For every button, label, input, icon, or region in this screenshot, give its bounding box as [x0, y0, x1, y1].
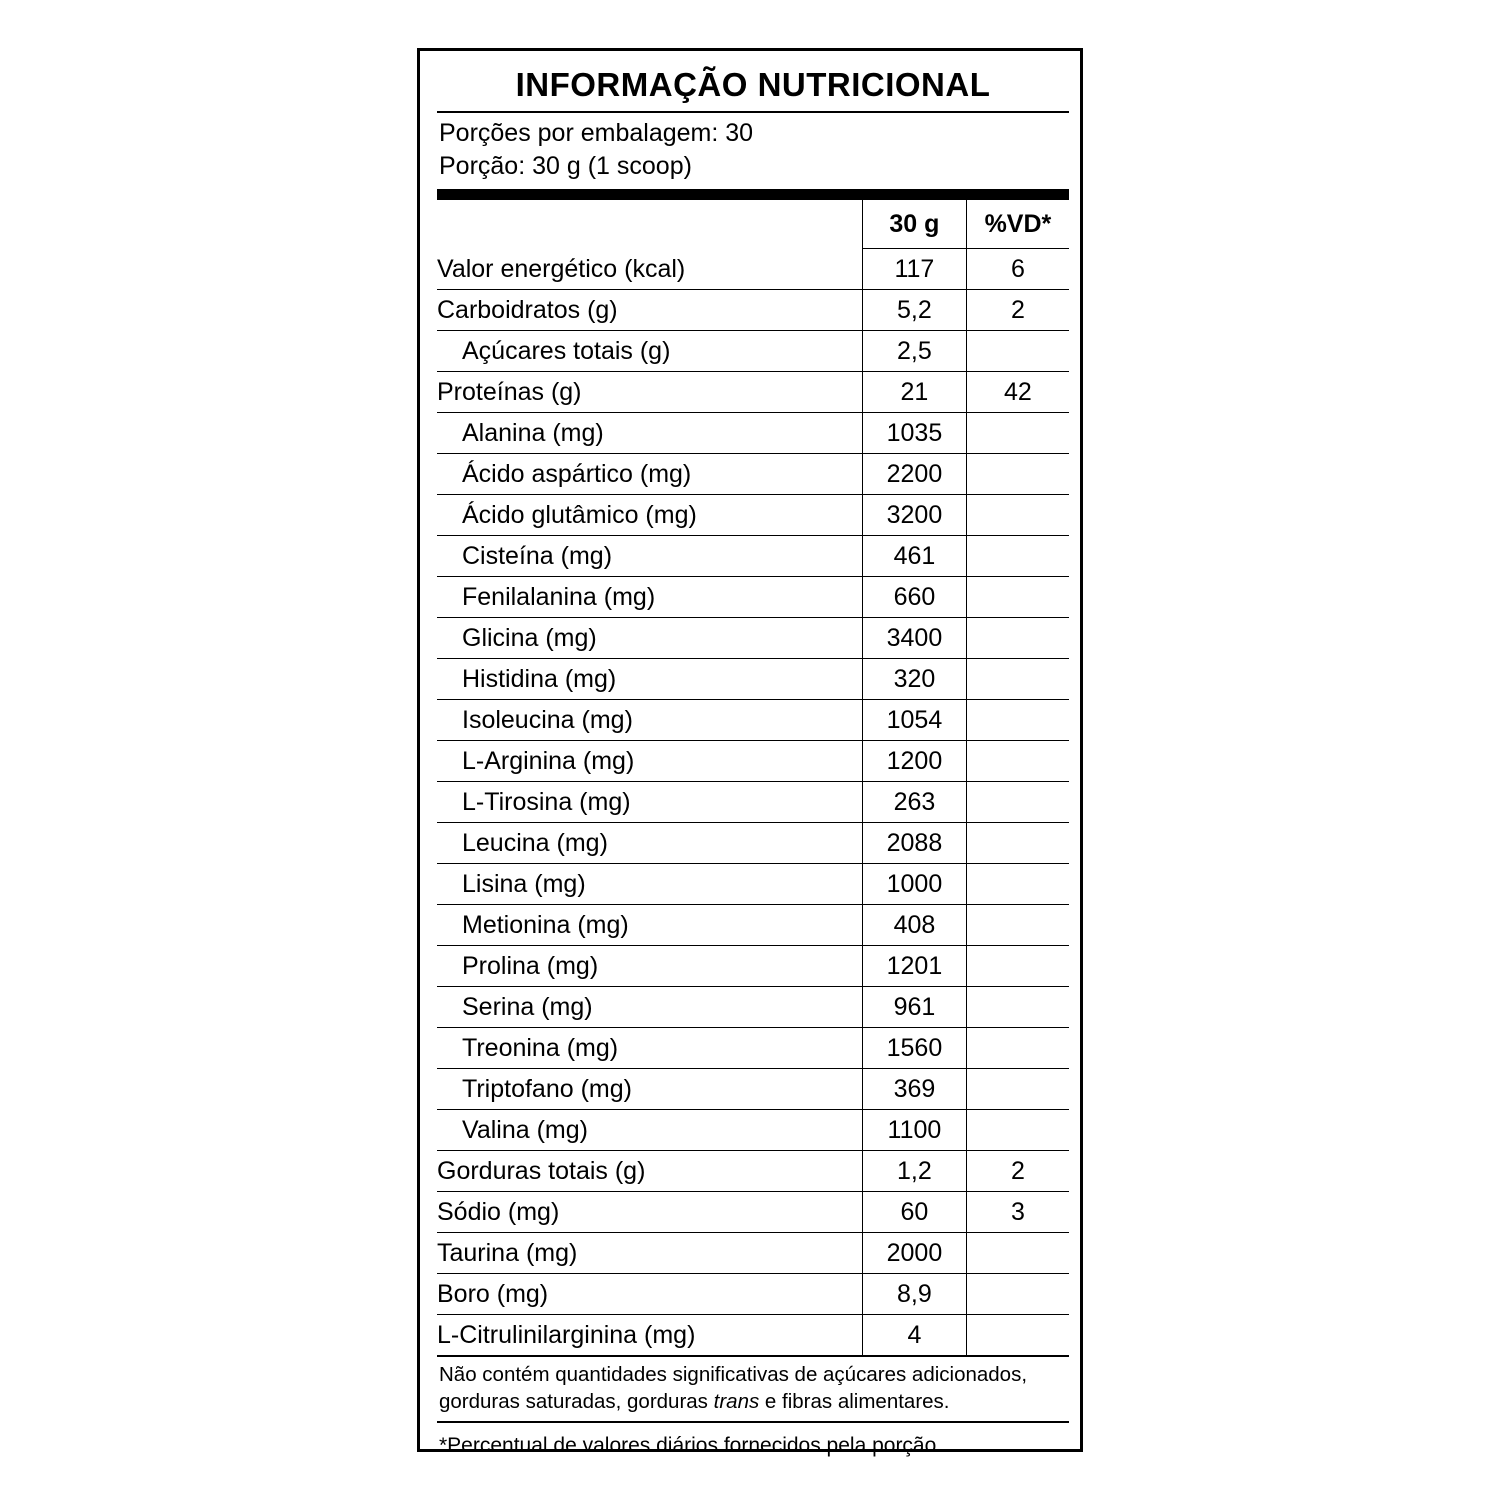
table-row	[437, 454, 1069, 495]
table-row	[437, 782, 1069, 823]
nutrient-daily-value	[966, 782, 1069, 823]
nutrient-amount: 320	[863, 659, 967, 700]
nutrient-amount: 1035	[863, 413, 967, 454]
nutrient-amount: 461	[863, 536, 967, 577]
nutrient-name: L-Citrulinilarginina (mg)	[437, 1315, 863, 1357]
column-header-amount: 30 g	[863, 200, 967, 249]
nutrient-amount: 660	[863, 577, 967, 618]
table-row	[437, 577, 1069, 618]
table-row	[437, 700, 1069, 741]
nutrient-daily-value	[966, 1028, 1069, 1069]
nutrient-name: Proteínas (g)	[437, 372, 863, 413]
nutrient-amount: 117	[863, 249, 967, 290]
nutrient-amount: 5,2	[863, 290, 967, 331]
nutrient-amount: 1201	[863, 946, 967, 987]
nutrient-daily-value: 2	[966, 290, 1069, 331]
nutrient-name: Açúcares totais (g)	[437, 331, 863, 372]
footnote-daily-values: *Percentual de valores diários fornecidos pela porção.	[439, 1433, 943, 1457]
nutrient-daily-value: 6	[966, 249, 1069, 290]
nutrient-name: Gorduras totais (g)	[437, 1151, 863, 1192]
table-row	[437, 1274, 1069, 1315]
footnote-italic-trans: trans	[713, 1389, 760, 1413]
column-header-name	[437, 200, 863, 249]
nutrient-amount: 1200	[863, 741, 967, 782]
nutrient-daily-value	[966, 700, 1069, 741]
nutrient-name: Histidina (mg)	[437, 659, 863, 700]
footnote-part2: e fibras alimentares.	[759, 1389, 950, 1413]
table-row	[437, 495, 1069, 536]
nutrient-amount: 2000	[863, 1233, 967, 1274]
nutrient-daily-value	[966, 659, 1069, 700]
nutrient-name: Prolina (mg)	[437, 946, 863, 987]
nutrient-amount: 1,2	[863, 1151, 967, 1192]
nutrient-name: Ácido glutâmico (mg)	[437, 495, 863, 536]
servings-per-package: Porções por embalagem: 30	[439, 119, 754, 148]
nutrient-amount: 369	[863, 1069, 967, 1110]
nutrition-facts-content	[437, 61, 1069, 1459]
nutrient-amount: 1054	[863, 700, 967, 741]
nutrient-amount: 3200	[863, 495, 967, 536]
footnote-non-significant	[437, 1357, 1069, 1422]
nutrient-name: Taurina (mg)	[437, 1233, 863, 1274]
nutrient-daily-value	[966, 331, 1069, 372]
table-row	[437, 1192, 1069, 1233]
nutrient-name: Ácido aspártico (mg)	[437, 454, 863, 495]
table-row	[437, 413, 1069, 454]
nutrient-daily-value	[966, 1069, 1069, 1110]
table-row	[437, 249, 1069, 290]
table-row	[437, 1028, 1069, 1069]
thick-divider	[437, 189, 1069, 200]
nutrient-daily-value	[966, 1274, 1069, 1315]
nutrient-daily-value	[966, 1315, 1069, 1357]
nutrient-name: Metionina (mg)	[437, 905, 863, 946]
nutrient-daily-value: 2	[966, 1151, 1069, 1192]
nutrient-amount: 2200	[863, 454, 967, 495]
table-row	[437, 1110, 1069, 1151]
nutrition-table	[437, 200, 1069, 1357]
nutrient-name: Sódio (mg)	[437, 1192, 863, 1233]
nutrient-daily-value	[966, 536, 1069, 577]
nutrient-daily-value	[966, 1233, 1069, 1274]
nutrient-daily-value	[966, 946, 1069, 987]
table-row	[437, 331, 1069, 372]
table-body	[437, 249, 1069, 1357]
table-header-row	[437, 200, 1069, 249]
nutrient-amount: 1560	[863, 1028, 967, 1069]
nutrient-name: Fenilalanina (mg)	[437, 577, 863, 618]
nutrient-daily-value	[966, 495, 1069, 536]
nutrient-name: Valor energético (kcal)	[437, 249, 863, 290]
footnote-part1: Não contém quantidades significativas de açúcares adicionados, gorduras saturadas, gorduras	[439, 1363, 1028, 1413]
nutrient-daily-value	[966, 413, 1069, 454]
table-row	[437, 987, 1069, 1028]
nutrient-amount: 1100	[863, 1110, 967, 1151]
nutrient-daily-value	[966, 618, 1069, 659]
nutrient-daily-value	[966, 454, 1069, 495]
nutrient-name: Isoleucina (mg)	[437, 700, 863, 741]
column-header-dv: %VD*	[966, 200, 1069, 249]
table-row	[437, 290, 1069, 331]
table-row	[437, 823, 1069, 864]
nutrient-name: Lisina (mg)	[437, 864, 863, 905]
table-row	[437, 659, 1069, 700]
nutrient-name: Serina (mg)	[437, 987, 863, 1028]
nutrient-name: Triptofano (mg)	[437, 1069, 863, 1110]
table-row	[437, 372, 1069, 413]
nutrient-name: L-Arginina (mg)	[437, 741, 863, 782]
nutrient-amount: 8,9	[863, 1274, 967, 1315]
nutrient-name: Valina (mg)	[437, 1110, 863, 1151]
nutrient-name: Boro (mg)	[437, 1274, 863, 1315]
table-row	[437, 905, 1069, 946]
table-row	[437, 741, 1069, 782]
nutrient-daily-value	[966, 905, 1069, 946]
table-row	[437, 1315, 1069, 1357]
nutrient-amount: 2088	[863, 823, 967, 864]
nutrient-name: Cisteína (mg)	[437, 536, 863, 577]
table-row	[437, 864, 1069, 905]
nutrient-name: Treonina (mg)	[437, 1028, 863, 1069]
nutrient-daily-value	[966, 741, 1069, 782]
nutrient-amount: 21	[863, 372, 967, 413]
nutrition-facts-panel	[417, 48, 1083, 1457]
nutrient-daily-value: 42	[966, 372, 1069, 413]
nutrient-name: Carboidratos (g)	[437, 290, 863, 331]
nutrient-daily-value	[966, 1110, 1069, 1151]
table-row	[437, 1069, 1069, 1110]
nutrient-amount: 961	[863, 987, 967, 1028]
nutrient-daily-value: 3	[966, 1192, 1069, 1233]
nutrient-amount: 60	[863, 1192, 967, 1233]
nutrient-amount: 2,5	[863, 331, 967, 372]
table-row	[437, 1151, 1069, 1192]
nutrient-amount: 4	[863, 1315, 967, 1357]
nutrient-daily-value	[966, 577, 1069, 618]
nutrient-daily-value	[966, 864, 1069, 905]
nutrient-amount: 263	[863, 782, 967, 823]
nutrient-name: Alanina (mg)	[437, 413, 863, 454]
nutrient-amount: 408	[863, 905, 967, 946]
table-row	[437, 1233, 1069, 1274]
nutrient-amount: 3400	[863, 618, 967, 659]
serving-size: Porção: 30 g (1 scoop)	[439, 152, 692, 181]
nutrient-name: Leucina (mg)	[437, 823, 863, 864]
serving-info	[437, 113, 1069, 185]
nutrient-name: L-Tirosina (mg)	[437, 782, 863, 823]
nutrient-name: Glicina (mg)	[437, 618, 863, 659]
nutrient-daily-value	[966, 823, 1069, 864]
table-row	[437, 536, 1069, 577]
page-title: INFORMAÇÃO NUTRICIONAL	[437, 61, 1069, 113]
nutrient-amount: 1000	[863, 864, 967, 905]
table-row	[437, 946, 1069, 987]
nutrient-daily-value	[966, 987, 1069, 1028]
table-row	[437, 618, 1069, 659]
